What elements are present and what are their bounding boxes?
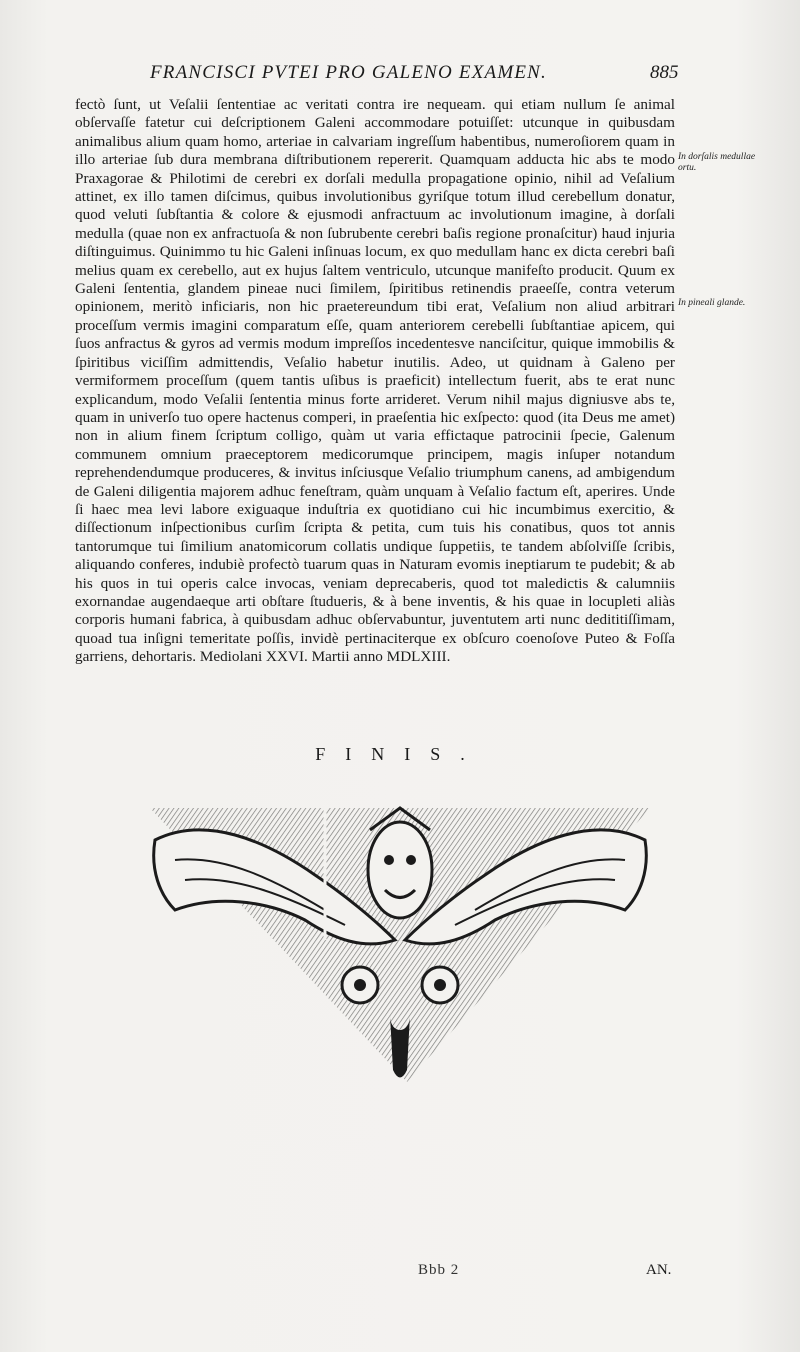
page-number: 885: [650, 62, 679, 83]
running-title: FRANCISCI PVTEI PRO GALENO EXAMEN.: [150, 62, 548, 83]
catchword: AN.: [646, 1262, 672, 1278]
main-paragraph: fectò ſunt, ut Veſalii ſententiae ac veritati contra ire nequeam. qui etiam nullum ſe animal obſervaſſe fatetur cui deſcriptionem Galeni accommodare potuiſſet: utcunque in quibusdam animalibus alium quam homo, arteriae in calvariam ingreſſum habentibus, numeroſiorem quam in illo arteriae ſub dura membrana diſtributionem repererit. Quamquam adducta hic abs te modo Praxagorae & Philotimi de cerebri ex dorſali medulla propagatione opinio, nihil ad Veſalium attinet, ex illo tamen diſcimus, quibus involutionibus gyriſque totum illud cerebellum donatur, quod veluti ſubſtantia & colore & ejusmodi anfractuum ac involutionum imagine, à dorſali medulla (quae non ex anfractuoſa & non ſubrubente cerebri baſis regione pronaſcitur) haud injuria diſtinguimus. Quinimmo tu hic Galeni inſinuas locum, ex quo medullam hanc ex dicta cerebri baſi melius quam ex cerebello, aut ex hujus ſaltem ventriculo, utcunque manifeſto producit. Quum ex Galeni ſententia, glandem pineae nuci ſimilem, ſpiritibus retinendis praeeſſe, contra veterum opinionem, meritò inficiaris, non hic praetereundum tibi erat, Veſalium non aliud arbitrari proceſſum vermis imagini comparatum eſſe, quam anteriorem cerebelli ſubſtantiae apicem, qui ſuos anfractus & gyros ad vermis modum impreſſos incedentesve nanciſcitur, quique immobilis & ſpiritibus viciſſim admittendis, Veſalio habetur inutilis. Adeo, ut quidnam à Galeno per vermiformem proceſſum (quem tantis uſibus is praeficit) intellectum fuerit, abs te erat nunc explicandum, modo Veſalii ſententia minus forte arrideret. Verum nihil majus digniusve abs te, quam in univerſo tuo opere hactenus comperi, in praeſentia hic exſpecto: quod (ita Deus me amet) non in alium finem ſcriptum colligo, quàm ut varia effictaque patrocinii ſpecie, Galenum communem omnium praeceptorem medicorumque principem, magis inſuper notandum reprehendendumque produceres, & invitus inſciusque Veſalio triumphum canens, ad ambigendum de Galeni diligentia majorem adhuc feneſtram, quàm unquam à Veſalio factum eſt, aperires. Unde ſi haec mea levi labore exiguaque induſtria ex quotidiano cui hic incumbimus exercitio, & diſſectionum inſpectionibus curſim ſcripta & petita, cum tuis his conatibus, quos tot annis tantorumque tui ſimilium anatomicorum collatis undique ſuppetiis, te tandem abſolviſſe ſcribis, aliquando conferes, indubiè profectò tuarum quas in Naturam evomis ineptiarum te pudebit; & ab his quos in tui operis calce invocas, veniam deprecaberis, quod tot maledictis & calumniis exornandae augendaeque arti obſtare ſtudueris, & à bene inventis, & his quae in locupleti aliàs corporis humani fabrica, à quibusdam adhuc obſervabuntur, juventutem arti nunc dedititiſſimam, quoad tua inſigni temeritate poſſis, invidè pertinaciterque ex obſcuro coenoſove Puteo & Foſſa garriens, dehortaris. Mediolani XXVI. Martii anno MDLXIII.: [75, 96, 675, 666]
signature-mark: Bbb 2: [418, 1262, 460, 1278]
margin-note-dorsal-medulla: In dorſalis medullae ortu.: [678, 152, 756, 173]
body-text: [75, 96, 675, 667]
finis-heading: FINIS.: [315, 744, 485, 764]
margin-note-pineal-gland: In pineali glande.: [678, 298, 746, 308]
ornamental-tailpiece-icon: [145, 800, 655, 1090]
